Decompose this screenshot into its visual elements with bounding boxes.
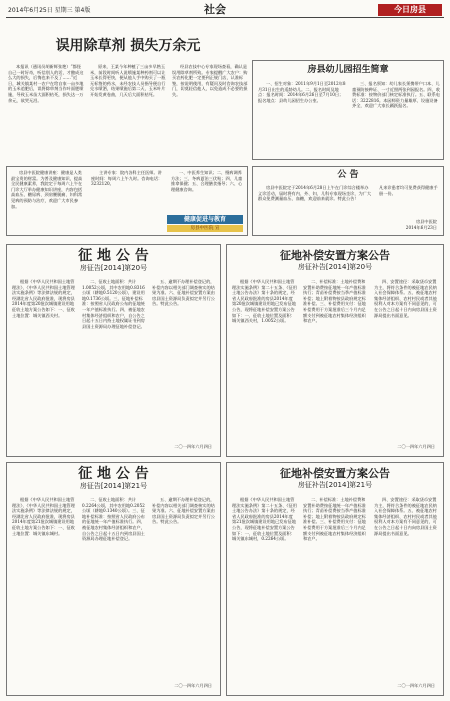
ad-subline: 房县中医院 宣 (167, 225, 243, 232)
land-notice-21-date: 二〇一四年六月四日 (174, 683, 212, 689)
notice-note: 凡来诊患者均可免费获得健康手册一份。 (379, 185, 438, 196)
comp-notice-20-body (232, 279, 440, 439)
land-notice-21-title: 征 地 公 告 (78, 466, 149, 482)
hospital-notice-col-1: 房县中医院健康讲座：健康是人类最宝贵的财富。为普及健康知识，提高全民健康素养，我院定于每周六上午在门诊大厅举办健康知识讲座，内容包括高血压、糖尿病、颈肩腰腿痛、妇科常见病的预防与治疗，欢迎广大市民参加。 (11, 170, 83, 209)
comp-notice-21-col-2: 二、补偿标准：土地补偿费和安置补助费按征地统一年产值标准执行；青苗补偿费按当季产值标准补偿；地上附着物按县政府规定标准补偿。三、补偿费用支付：征地补偿费用于方案批准后三个月内足额支付到被征地农村集体经济组织和农户。 (303, 497, 366, 542)
comp-notice-20 (226, 244, 444, 457)
comp-notice-20-number: 房征补告[2014]第20号 (297, 263, 373, 271)
article-title: 误用除草剂 损失万余元 (55, 38, 201, 54)
newspaper-logo: 今日房县 (378, 4, 442, 16)
recruit-col-1: 一、招生对象：2011年9月1日至2012年8月31日出生的适龄幼儿。二、报名时间及地点：报名时间：2014年6月26日至7月10日；报名地点：县幼儿园招生办公室。 (258, 81, 346, 103)
article-col-2: 原来，王某今年种植了三亩多早熟玉米，前段时间听人说喷施某种药剂可以让玉米长得更快，便从他人手中购买了一瓶无标签的药水，未经农技人员指导便自行兑水喷洒，结果喷施后第二天，玉米叶片开始发黄卷曲，几天后大面积枯死。 (90, 64, 166, 97)
page-header (6, 3, 444, 18)
recruit-title: 房县幼儿园招生简章 (307, 65, 389, 75)
comp-notice-20-col-1: 根据《中华人民共和国土地管理法实施条例》第二十五条、《征用土地公告办法》第十条的规定，经省人民政府批准的房县2014年度第20批次城镇建设用地已发布征地公告，现将征地补偿安置方案公告如下：一、征收土地位置及面积：城关镇西关村，1.0052公顷。 (232, 279, 297, 324)
article-body (8, 64, 248, 156)
comp-notice-21-col-3: 四、安置途径：采取货币安置为主，将符合条件的被征地农民纳入社会保障体系。五、被征地农村集体经济组织、农村村民或者其他权利人对本方案有不同意见的，可在公告之日起十日内向房县国土资源局提出书面意见。 (374, 497, 437, 536)
article (8, 38, 248, 158)
hospital-notice-box (6, 166, 248, 236)
article-col-3: 经县农技中心专家现场查看，确认是误用除草剂所致。专家提醒广大农户：购买农药化肥一定要到正规门店，认准标签，按说明使用，有疑问及时咨询农技部门，切莫轻信他人，以免造成不必要的损失。 (172, 64, 248, 97)
land-notice-20 (6, 244, 221, 457)
hospital-notice-col-3: 一、中医养生知识；二、慢病调养方法；三、冬病夏治三伏贴；四、儿童推拿保健；五、合理膳食指导；六、心理健康咨询。 (171, 170, 243, 192)
hospital-notice-col-2: 主讲专家：院内各科主任医师。讲座时间：每周六上午九时。咨询电话：3232120。 (91, 170, 163, 187)
issue-date: 2014年6月25日 星期三 第4版 (8, 7, 91, 14)
notice-signer: 房县中医院 (416, 219, 437, 224)
land-notice-20-number: 房征告[2014]第20号 (79, 264, 148, 272)
notice-box (252, 166, 444, 236)
land-notice-21-col-3: 五、逾期不办理补偿登记的，补偿内容以相关部门调查核实的结果为准。六、征地补偿安置方案由房县国土资源局负责拟定并另行公告。特此公告。 (152, 497, 215, 525)
land-notice-20-col-1: 根据《中华人民共和国土地管理法》、《中华人民共和国土地管理法实施条例》等法律法规的规定，经湖北省人民政府批准，现将房县2014年度第20批次城镇建设用地征收土地方案公告如下：一、征收土地位置：城关镇西关村。 (12, 279, 75, 318)
comp-notice-21-col-1: 根据《中华人民共和国土地管理法实施条例》第二十五条、《征用土地公告办法》第十条的规定，经省人民政府批准的房县2014年度第21批次城镇建设用地已发布征地公告，现将征地补偿安置方案公告如下：一、征收土地位置及面积：城关镇东城村，0.2264公顷。 (232, 497, 297, 542)
land-notice-20-title: 征 地 公 告 (78, 248, 149, 264)
hospital-notice-body (11, 170, 245, 216)
land-notice-21 (6, 462, 221, 696)
comp-notice-21 (226, 462, 444, 696)
recruit-box (252, 60, 444, 160)
article-col-1: 本报讯（通讯员胡新辉张艳）“都怪自己一时好奇，听信别人的话，才酿成这么大的损失，后悔也来不及了……”近日，城关镇某村一农户在给自家一亩多地的玉米追肥后，误将除草剂当作叶面肥喷施，导致玉米苗大面积枯死，损失达一万余元，欲哭无泪。 (8, 64, 84, 103)
comp-notice-21-title: 征地补偿安置方案公告 (280, 467, 390, 480)
recruit-col-2: 三、报名须知：幼儿家长须携带户口本、儿童预防接种证、一寸近照两张到园报名。四、收费标准：按物价部门核定标准执行。五、联系电话：3222816。本园师资力量雄厚、设施设备齐全，欢迎广大家长踊跃报名。 (352, 81, 440, 109)
comp-notice-20-col-3: 四、安置途径：采取货币安置为主，将符合条件的被征地农民纳入社会保障体系。五、被征地农村集体经济组织、农村村民或者其他权利人对本方案有不同意见的，可在公告之日起十日内向房县国土资源局提出书面意见。 (374, 279, 437, 318)
land-notice-20-col-2: 二、征收土地面积：共计1.0052公顷，其中农用地0.8316公顷（耕地0.5120公顷），建设用地0.1736公顷。三、征地补偿标准：按照省人民政府公布的征地统一年产值标准执行。四、被征地农村集体经济组织和农户，自公告之日起十五日内持土地权属证书到房县国土资源局办理征地补偿登记。 (82, 279, 145, 329)
section-title: 社会 (204, 3, 226, 16)
comp-notice-20-date: 二〇一四年六月四日 (397, 444, 435, 450)
land-notice-21-number: 房征告[2014]第21号 (79, 482, 148, 490)
comp-notice-21-date: 二〇一四年六月四日 (397, 683, 435, 689)
land-notice-21-col-2: 二、征收土地面积：共计0.2264公顷，其中农用地0.2052公顷（耕地0.1340公顷）。三、征地补偿标准：按照省人民政府公布的征地统一年产值标准执行。四、被征地农村集体经济组织和农户，自公告之日起十五日内到房县国土资源局办理征地补偿登记。 (82, 497, 145, 542)
notice-title: 公 告 (337, 170, 359, 180)
comp-notice-20-col-2: 二、补偿标准：土地补偿费和安置补助费按征地统一年产值标准执行；青苗补偿费按当季产值标准补偿；地上附着物按县政府规定标准补偿。三、补偿费用支付：征地补偿费用于方案批准后三个月内足额支付到被征地农村集体经济组织和农户。 (303, 279, 366, 324)
notice-body: 房县中医院定于2014年6月28日上午在门诊综合楼举办义诊活动，届时将有内、外、妇、儿科专家现场坐诊，为广大群众免费测量血压、血糖，欢迎前来就诊。特此公告！ (258, 185, 372, 202)
land-notice-20-body (12, 279, 216, 439)
land-notice-20-date: 二〇一四年六月四日 (174, 444, 212, 450)
notice-date: 2014年6月23日 (405, 225, 437, 230)
ad-banner: 健康促进与教育 (167, 215, 243, 224)
comp-notice-21-number: 房征补告[2014]第21号 (297, 481, 373, 489)
land-notice-20-col-3: 五、逾期不办理补偿登记的，补偿内容以相关部门调查核实的结果为准。六、征地补偿安置方案由房县国土资源局负责拟定并另行公告。特此公告。 (152, 279, 215, 307)
land-notice-21-body (12, 497, 216, 677)
recruit-body (258, 81, 440, 157)
comp-notice-20-title: 征地补偿安置方案公告 (280, 249, 390, 262)
land-notice-21-col-1: 根据《中华人民共和国土地管理法》、《中华人民共和国土地管理法实施条例》等法律法规的规定，经湖北省人民政府批准，现将房县2014年度第21批次城镇建设用地征收土地方案公告如下：一、征收土地位置：城关镇东城村。 (12, 497, 75, 536)
comp-notice-21-body (232, 497, 440, 677)
